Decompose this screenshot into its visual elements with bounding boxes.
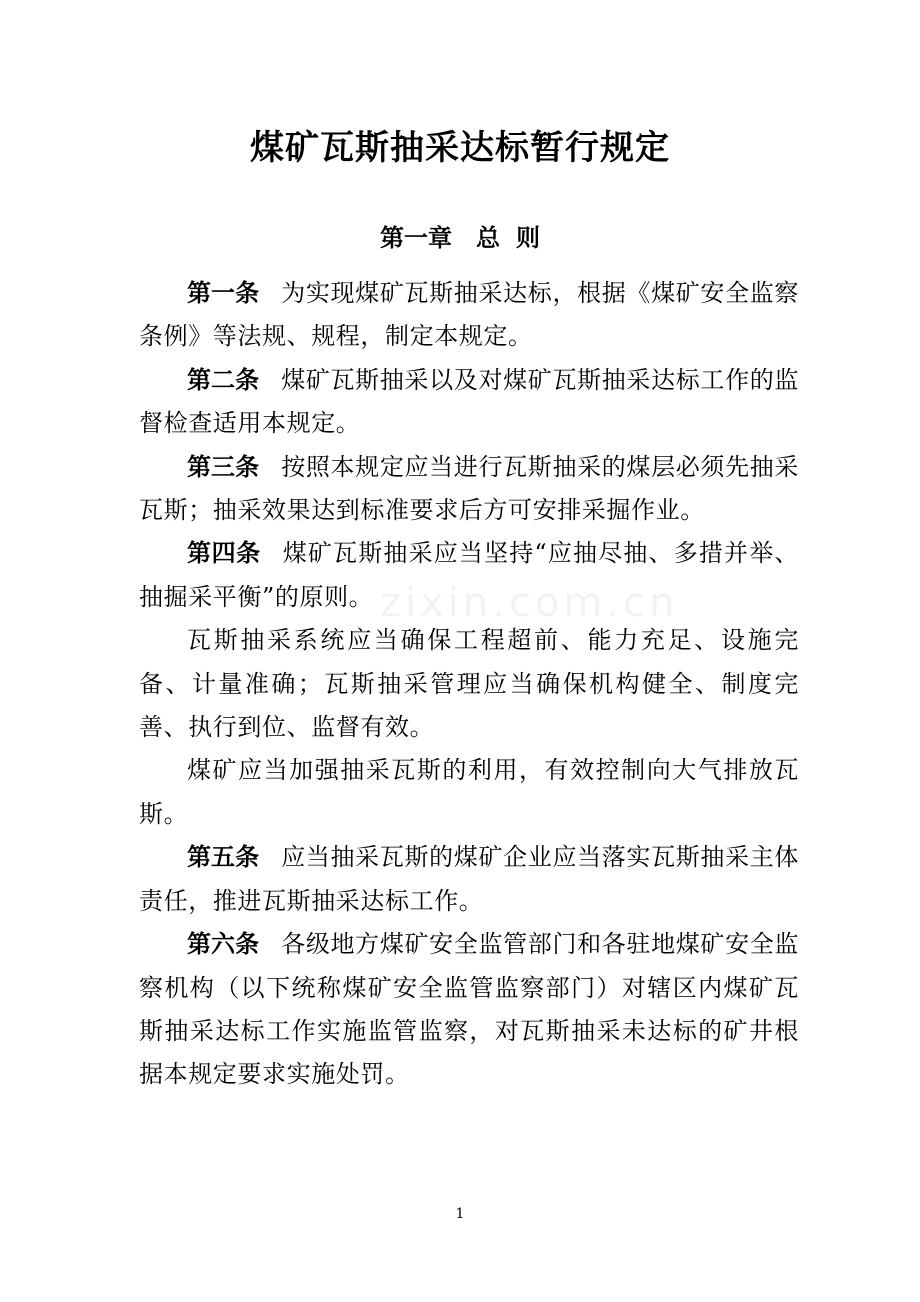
chapter-number: 第一章 (380, 224, 452, 252)
article-text: 煤矿瓦斯抽采以及对煤矿瓦斯抽采达标工作的监督检查适用本规定。 (139, 365, 799, 438)
article-label: 第二条 (187, 365, 260, 394)
chapter-heading (0, 218, 920, 258)
article-label: 第一条 (187, 279, 260, 307)
article-label: 第四条 (187, 539, 261, 568)
article-4-subparagraph-2 (139, 749, 799, 836)
article-3-paragraph (139, 446, 799, 533)
article-text: 煤矿瓦斯抽采应当坚持“应抽尽抽、多措并举、抽掘采平衡”的原则。 (139, 539, 799, 611)
article-5-paragraph (139, 836, 799, 923)
article-1-paragraph (139, 272, 799, 359)
paragraph-text: 瓦斯抽采系统应当确保工程超前、能力充足、设施完备、计量准确；瓦斯抽采管理应当确保机构健全、制度完善、执行到位、监督有效。 (139, 626, 799, 742)
paragraph-text: 煤矿应当加强抽采瓦斯的利用，有效控制向大气排放瓦斯。 (139, 756, 799, 828)
article-label: 第三条 (187, 452, 260, 481)
article-label: 第六条 (187, 930, 260, 959)
article-text: 应当抽采瓦斯的煤矿企业应当落实瓦斯抽采主体责任，推进瓦斯抽采达标工作。 (139, 843, 799, 915)
page-number: 1 (455, 1206, 465, 1222)
article-6-paragraph (139, 923, 799, 1097)
document-title: 煤矿瓦斯抽采达标暂行规定 (250, 128, 670, 168)
chapter-name-part1: 总 (476, 224, 500, 252)
watermark: zixin.com.cn (380, 580, 679, 626)
article-text: 按照本规定应当进行瓦斯抽采的煤层必须先抽采瓦斯；抽采效果达到标准要求后方可安排采掘作业。 (139, 452, 799, 525)
document-body (139, 272, 799, 1097)
article-label: 第五条 (187, 843, 260, 872)
article-4-paragraph (139, 532, 799, 619)
article-text: 为实现煤矿瓦斯抽采达标，根据《煤矿安全监察条例》等法规、规程，制定本规定。 (139, 279, 799, 351)
article-4-subparagraph-1 (139, 619, 799, 749)
article-2-paragraph (139, 359, 799, 446)
article-text: 各级地方煤矿安全监管部门和各驻地煤矿安全监察机构（以下统称煤矿安全监管监察部门）对辖区内煤矿瓦斯抽采达标工作实施监管监察，对瓦斯抽采未达标的矿井根据本规定要求实施处罚。 (139, 930, 799, 1089)
chapter-name-part2: 则 (516, 224, 540, 252)
